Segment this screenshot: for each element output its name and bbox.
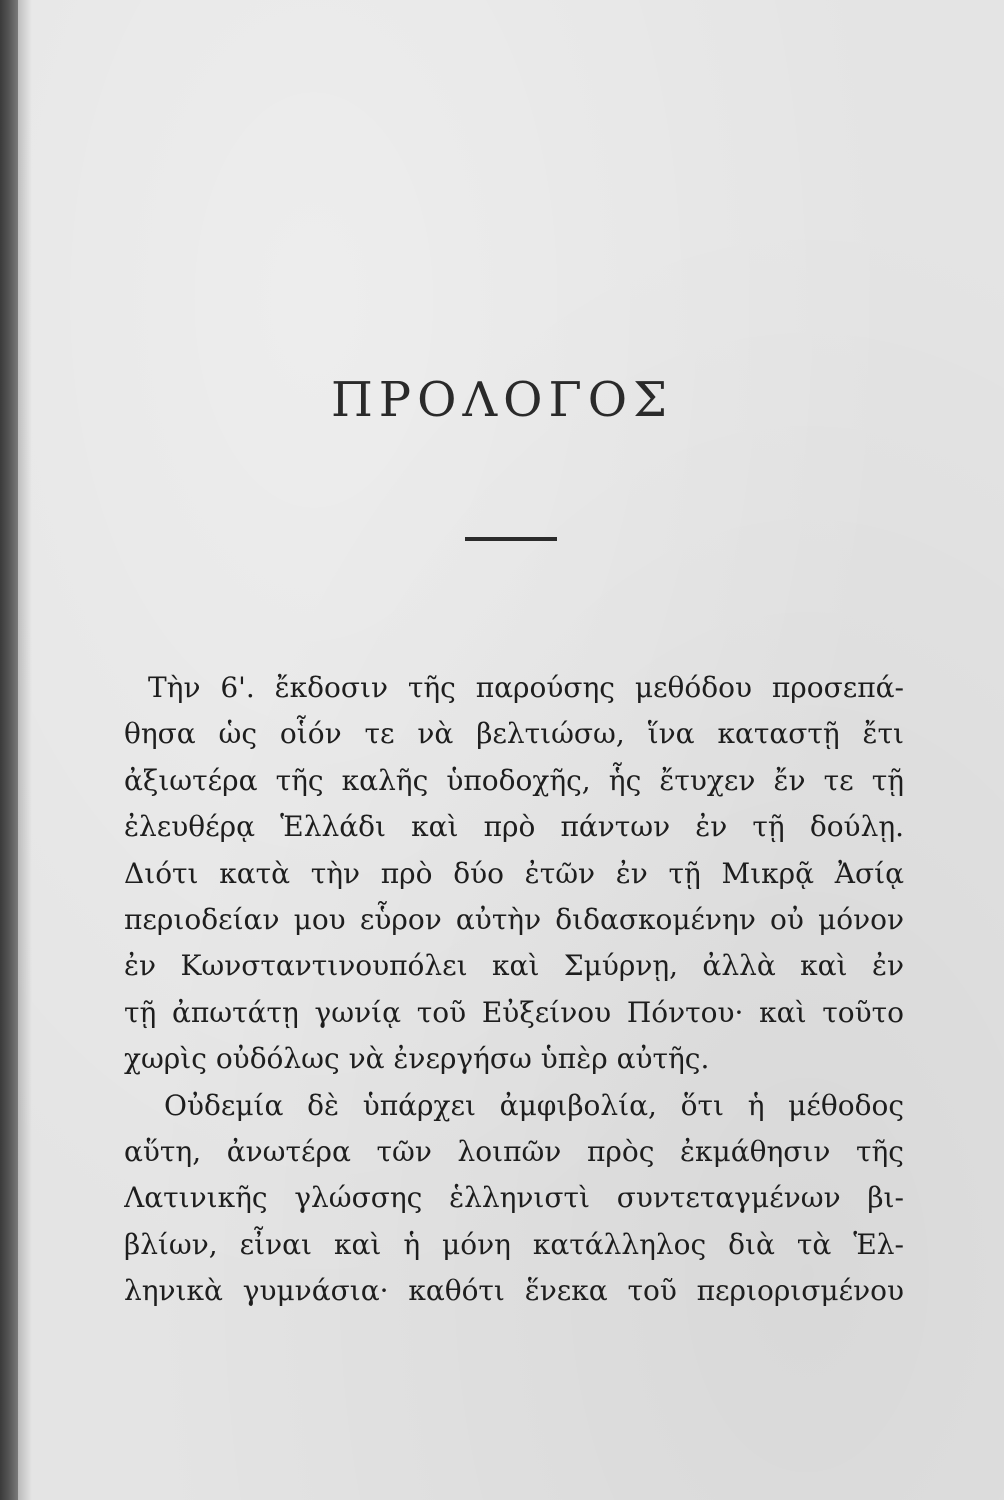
text-line: αὕτη, ἀνωτέρα τῶν λοιπῶν πρὸς ἐκμάθησιν τῆς — [124, 1134, 904, 1168]
text-line: χωρὶς οὐδόλως νὰ ἐνεργήσω ὑπὲρ αὐτῆς. — [124, 1042, 710, 1076]
text-line: βλίων, εἶναι καὶ ἡ μόνη κατάλληλος διὰ τὰ Ἑλ- — [124, 1227, 904, 1261]
body-text — [124, 665, 904, 1314]
text-line: Οὐδεμία δὲ ὑπάρχει ἀμφιβολία, ὅτι ἡ μέθοδος — [164, 1088, 904, 1122]
text-line: περιοδείαν μου εὗρον αὐτὴν διδασκομένην οὐ μόνον — [124, 902, 904, 936]
text-line: τῇ ἀπωτάτῃ γωνίᾳ τοῦ Εὐξείνου Πόντου· καὶ τοῦτο — [124, 995, 904, 1029]
text-line: ἐλευθέρᾳ Ἑλλάδι καὶ πρὸ πάντων ἐν τῇ δούλῃ. — [124, 810, 904, 844]
page-edge-shadow — [18, 0, 32, 1500]
page-title: ΠΡΟΛΟΓΟΣ — [330, 372, 674, 428]
text-line: ληνικὰ γυμνάσια· καθότι ἕνεκα τοῦ περιορισμένου — [124, 1274, 904, 1308]
text-line: Διότι κατὰ τὴν πρὸ δύο ἐτῶν ἐν τῇ Μικρᾷ Ἀσίᾳ — [124, 856, 904, 890]
text-line: Λατινικῆς γλώσσης ἑλληνιστὶ συντεταγμένων βι- — [124, 1181, 904, 1215]
text-line: ἐν Κωνσταντινουπόλει καὶ Σμύρνῃ, ἀλλὰ καὶ ἐν — [124, 949, 904, 983]
text-line: θησα ὡς οἷόν τε νὰ βελτιώσω, ἵνα καταστῇ ἔτι — [124, 717, 904, 751]
title-rule — [465, 537, 557, 541]
text-line: ἀξιωτέρα τῆς καλῆς ὑποδοχῆς, ἧς ἔτυχεν ἔν τε τῇ — [124, 763, 904, 797]
text-line: Τὴν 6'. ἔκδοσιν τῆς παρούσης μεθόδου προσεπά- — [148, 671, 904, 704]
